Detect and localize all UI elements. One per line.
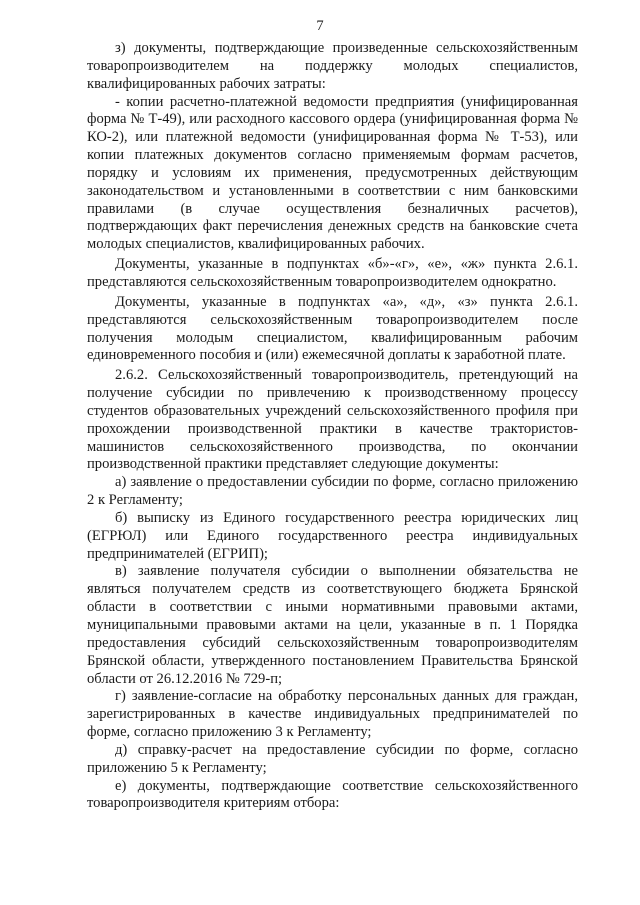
list-item-d: д) справку-расчет на предоставление субсидии по форме, согласно приложению 5 к Регламенту;: [87, 741, 578, 776]
paragraph-payment-copies: - копии расчетно-платежной ведомости предприятия (унифицированная форма № Т-49), или расходного кассового ордера (унифицированная форма № КО-2), или платежной ведомости (унифицированная форма № Т-53), или копии платежных документов согласно применяемым формам расчетов, порядку и условиям их применения, предусмотренных действующим законодательством и установленными в соответствии с ним банковскими правилами (в случае осуществления безналичных расчетов), подтверждающих факт перечисления денежных средств на банковские счета молодых специалистов, квалифицированных рабочих.: [87, 93, 578, 253]
list-item-g: г) заявление-согласие на обработку персональных данных для граждан, зарегистрированных в качестве индивидуальных предпринимателей по форме, согласно приложению 3 к Регламенту;: [87, 688, 578, 741]
page-number: 7: [316, 18, 324, 34]
list-item-b: б) выписку из Единого государственного реестра юридических лиц (ЕГРЮЛ) или Единого государственного реестра индивидуальных предпринимателей (ЕГРИП);: [87, 509, 578, 562]
list-item-v: в) заявление получателя субсидии о выполнении обязательства не являться получателем средств из соответствующего бюджета Брянской области в соответствии с иными нормативными правовыми актами, муниципальными правовыми актами на цели, указанные в п. 1 Порядка предоставления субсидий сельскохозяйственным товаропроизводителям Брянской области, утвержденного постановлением Правительства Брянской области от 26.12.2016 № 729-п;: [87, 563, 578, 687]
list-item-a: а) заявление о предоставлении субсидии по форме, согласно приложению 2 к Регламенту;: [87, 474, 578, 509]
document-body: [87, 40, 578, 813]
list-item-e: е) документы, подтверждающие соответствие сельскохозяйственного товаропроизводителя критериям отбора:: [87, 777, 578, 812]
paragraph-z-documents: з) документы, подтверждающие произведенные сельскохозяйственным товаропроизводителем на поддержку молодых специалистов, квалифицированных рабочих затраты:: [87, 40, 578, 92]
paragraph-after-payment: Документы, указанные в подпунктах «а», «д», «з» пункта 2.6.1. представляются сельскохозяйственным товаропроизводителем после получения молодым специалистом, квалифицированным рабочим единовременного пособия и (или) ежемесячной доплаты к заработной плате.: [87, 293, 578, 364]
paragraph-once-submitted: Документы, указанные в подпунктах «б»-«г», «е», «ж» пункта 2.6.1. представляются сельскохозяйственным товаропроизводителем однократно.: [87, 256, 578, 290]
paragraph-2-6-2: 2.6.2. Сельскохозяйственный товаропроизводитель, претендующий на получение субсидии по привлечению к производственному процессу студентов образовательных учреждений сельскохозяйственного профиля при прохождении производственной практики в качестве трактористов-машинистов сельскохозяйственного производства, по окончании производственной практики представляет следующие документы:: [87, 367, 578, 473]
